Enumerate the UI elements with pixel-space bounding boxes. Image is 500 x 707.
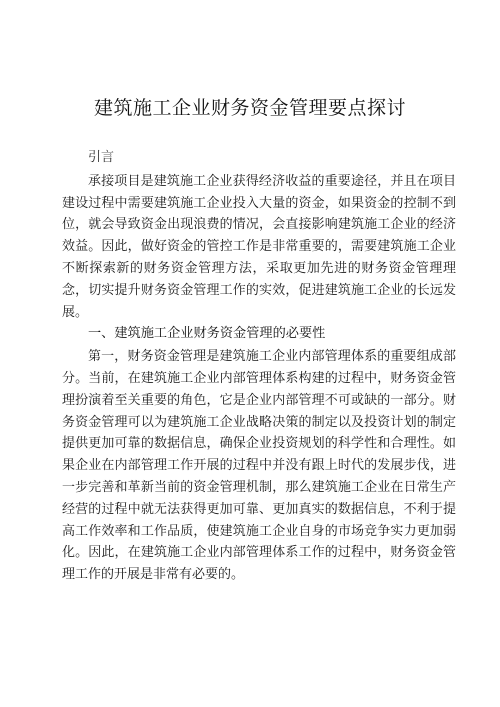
document-body [62,147,456,586]
section-heading: 一、建筑施工企业财务资金管理的必要性 [88,326,326,342]
intro-label: 引言 [88,150,115,165]
section-paragraph: 第一，财务资金管理是建筑施工企业内部管理体系的重要组成部分。当前，在建筑施工企业内部管理体系构建的过程中，财务资金管理扮演着至关重要的角色，它是企业内部管理不可或缺的一部分。财务资金管理可以为建筑施工企业战略决策的制定以及投资计划的制定提供更加可靠的数据信息，确保企业投资规划的科学性和合理性。如果企业在内部管理工作开展的过程中并没有跟上时代的发展步伐，进一步完善和革新当前的资金管理机制，那么建筑施工企业在日常生产经营的过程中就无法获得更加可靠、更加真实的数据信息，不利于提高工作效率和工作品质，使建筑施工企业自身的市场竞争实力更加弱化。因此，在建筑施工企业内部管理体系工作的过程中，财务资金管理工作的开展是非常有必要的。 [62,349,456,583]
document-title: 建筑施工企业财务资金管理要点探讨 [93,97,406,119]
intro-paragraph: 承接项目是建筑施工企业获得经济收益的重要途径，并且在项目建设过程中需要建筑施工企业投入大量的资金，如果资金的控制不到位，就会导致资金出现浪费的情况，会直接影响建筑施工企业的经济效益。因此，做好资金的管控工作是非常重要的，需要建筑施工企业不断探索新的财务资金管理方法，采取更加先进的财务资金管理理念，切实提升财务资金管理工作的实效，促进建筑施工企业的长远发展。 [62,173,456,320]
